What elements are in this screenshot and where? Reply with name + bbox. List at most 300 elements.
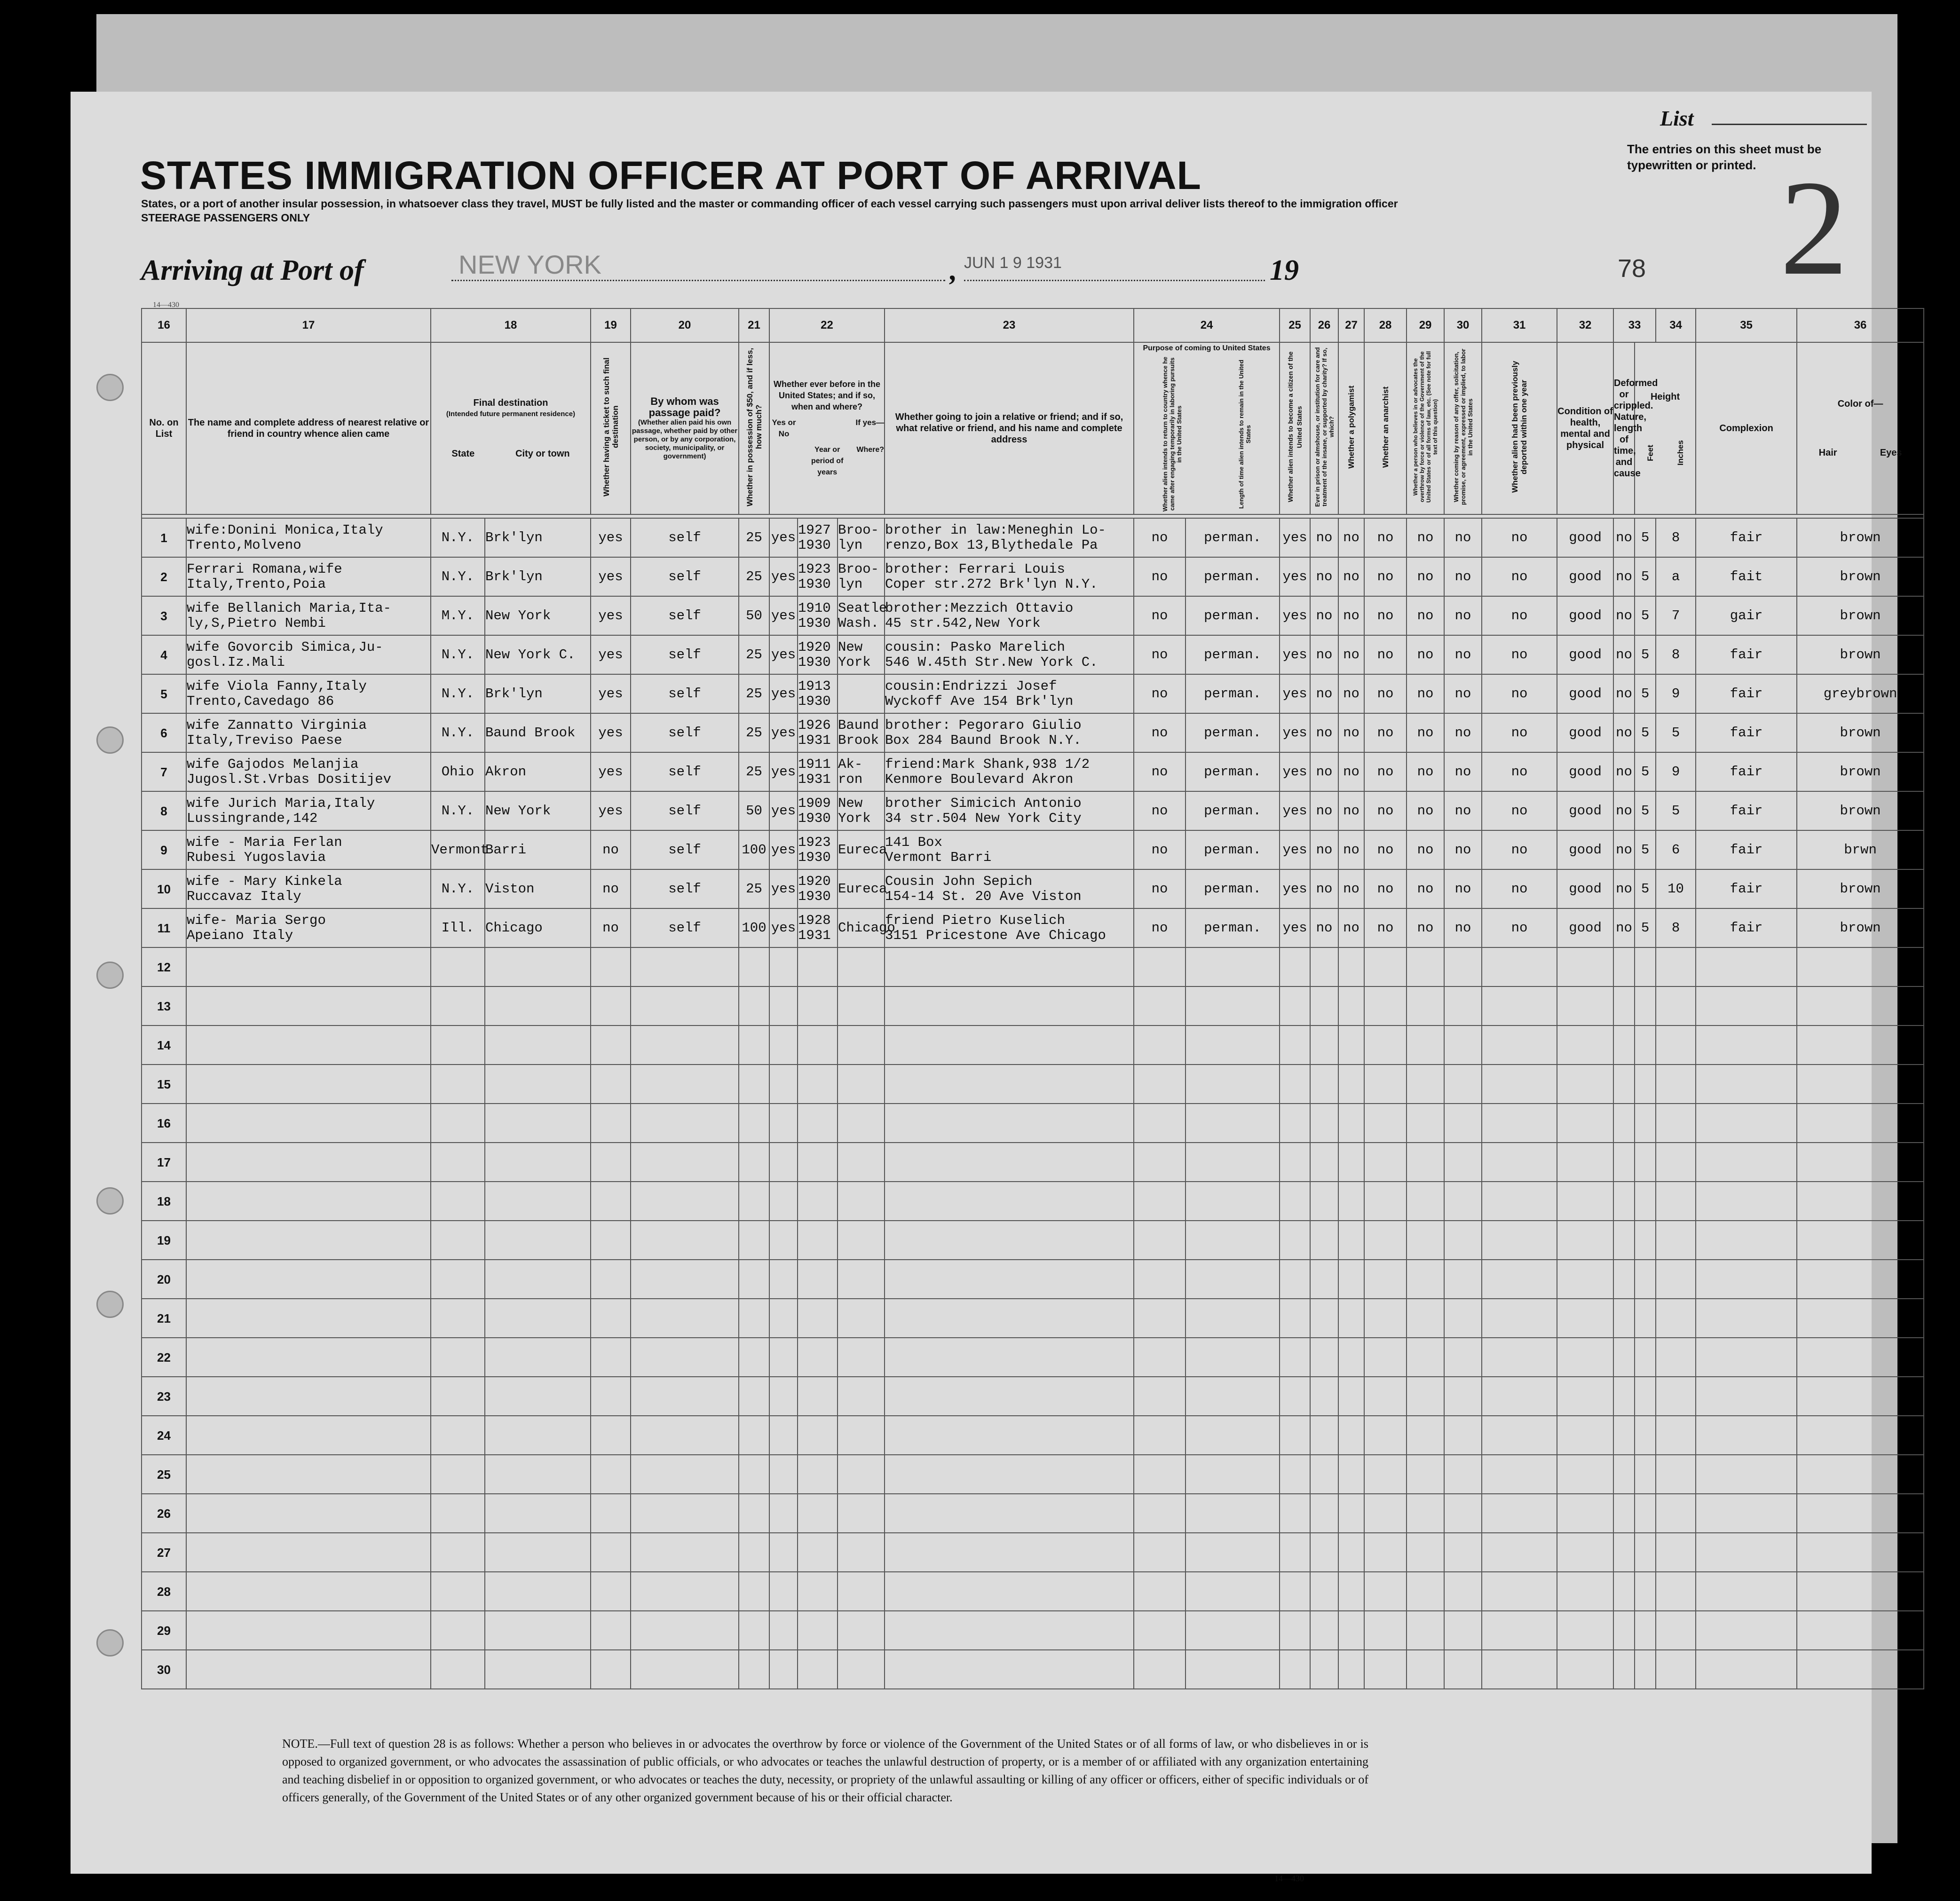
table-row	[142, 869, 1924, 908]
column-number: 19	[591, 308, 631, 342]
cell-paid: self	[631, 635, 739, 674]
cell-before: yes	[769, 713, 798, 752]
cell-complexion: fair	[1696, 635, 1797, 674]
cell-complexion: fair	[1696, 713, 1797, 752]
cell-before: yes	[769, 752, 798, 791]
cell-years: 1923 1930	[798, 557, 838, 596]
header-money: Whether in possession of $50, and if less, how much?	[739, 342, 769, 514]
cell-deformed: no	[1613, 791, 1635, 830]
form-code: 14—430	[153, 301, 179, 309]
cell-overthrow: no	[1407, 713, 1444, 752]
table-row	[142, 557, 1924, 596]
cell-city: Barri	[485, 830, 591, 869]
cell-relative: wife Jurich Maria,Italy Lussingrande,142	[186, 791, 431, 830]
cell-contract: no	[1444, 557, 1482, 596]
cell-prison: no	[1310, 752, 1338, 791]
column-number: 26	[1310, 308, 1338, 342]
manifest-sheet: List The entries on this sheet must be typewritten or printed. 2 STATES IMMIGRATION OFFICER AT PORT OF ARRIVAL States, or a port of another insular possession, in whatsoever class they travel, MUST be fully listed and the master or commanding officer of each vessel carrying such passengers must upon arrival deliver lists thereof to the immigration officer STEERAGE PASSENGERS ONLY Arriving at Port of NEW YORK , JUN 1 9 1931 19 78 14—430 16 17 18 19 20 21 22 23 24 25 26 27 28 29 30 31 32 33 34 35 36 No. on List The name and complete address of nearest relative or friend in country whence alien came Final destination (Intended future permanent residence) State City or town Whether having a ticket to such final destination By whom was passage paid? (Whether alien paid his own passage, whether paid by other person, or by any corporation, society, municipality, or government) Whether in possession of $50, and if less, how much? Whether ever before in the United States; and if so, when and where? Yes or No If yes— Year or period of years Where? Whether going to join a relative or friend; and if so, what relative or friend, and his name and complete address Purpose of coming to United States Whether alien intends to return to country whence he came after engaging temporarily in laboring pursuits in the United States Length of time alien intends to remain in the United States Whether alien intends to become a citizen of the United States Ever in prison or almshouse, or institution for care and treatment of the insane, or supported by charity? If so, which? Whether a polygamist Whether an anarchist Whether a person who believes in or advocates the overthrow by force or violence of the Government of the United States or of all forms of law, etc. (See note for full text of this question) Whether coming by reason of any offer, solicitation, promise, or agreement, expressed or implied, to labor in the United States Whether alien had been previously deported within one year Condition of health, mental and physical Deformed or crippled. Nature, length of time, and cause Height Feet Inches Complexion Color of— Hair Eyes 1 wife:Donini Monica,Italy Trento,Molveno N.Y. Brk'lyn yes self 25 yes 1927 1930 Broo- lyn brother in law:Meneghin Lo- renzo,Box 13,Blythedale Pa no perman. yes no no no no no no good no 5 8 fair brown 2 Ferrari Romana,wife Italy,Trento,Poia N.Y. Brk'lyn yes self 25 yes 1923 1930 Broo- lyn brother: Ferrari Louis Coper str.272 Brk'lyn N.Y. no perman. yes no no no no no no good no 5 a fait brown 3 wife Bellanich Maria,Ita- ly,S,Pietro Nembi M.Y. New York yes self 50 yes 1910 1930 Seatle Wash. brother:Mezzich Ottavio 45 str.542,New York no perman. yes no no no no no no good no 5 7 gair brown 4 wife Govorcib Simica,Ju- gosl.Iz.Mali N.Y. New York C. yes self 25 yes 1920 1930 New York cousin: Pasko Marelich 546 W.45th Str.New York C. no perman. yes no no no no no no good no 5 8 fair brown 5 wife Viola Fanny,Italy Trento,Cavedago 86 N.Y. Brk'lyn yes self 25 yes 1913 1930 cousin:Endrizzi Josef Wyckoff Ave 154 Brk'lyn no perman. yes no no no no no no good no 5 9 fair greybrown 6 wife Zannatto Virginia Italy,Treviso Paese N.Y. Baund Brook yes self 25 yes 1926 1931 Baund Brook brother: Pegoraro Giulio Box 284 Baund Brook N.Y. no perman. yes no no no no no no good no 5 5 fair brown 7 wife Gajodos Melanjia Jugosl.St.Vrbas Dositijev Ohio Akron yes self 25 yes 1911 1931 Ak- ron friend:Mark Shank,938 1/2 Kenmore Boulevard Akron no perman. yes no no no no no no good no 5 9 fair brown 8 wife Jurich Maria,Italy Lussingrande,142 N.Y. New York yes self 50 yes 1909 1930 New York brother Simicich Antonio 34 str.504 New York City no perman. yes no no no no no no good no 5 5 fair brown 9 wife - Maria Ferlan Rubesi Yugoslavia Vermont Barri no self 100 yes 1923 1930 Eureca 141 Box Vermont Barri no perman. yes no no no no no no good no 5 6 fair brwn 10 wife - Mary Kinkela Ruccavaz Italy N.Y. Viston no self 25 yes 1920 1930 Eureca Cousin John Sepich 154-14 St. 20 Ave Viston no perman. yes no no no no no no good no 5 10 fair brown 11 wife- Maria Sergo Apeiano Italy Ill. Chicago no self 100 yes 1928 1931 Chicago friend Pietro Kuselich 3151 Pricestone Ave Chicago no perman. yes no no no no no no good no 5 8 fair brown 12 13 14 15 16 17 18 19 20 21 22 23 24 25 26 27 28 29 30 NOTE.—Full text of question 28 is as follows: Whether a person who believes in or advocates the overthrow by force or violence of the Government of the United States or of all forms of law, or who disbelieves in or is opposed to organized government, or who advocates the assassination of public officials, or who advocates or teaches the unlawful destruction of property, or is a member of or affiliated with any organization entertaining and teaching disbelief in or opposition to organized government, or who advocates or teaches the duty, necessity, or propriety of the unlawful assaulting or killing of any officer or officers, either of specific individuals or of officers generally, of the Government of the United States or of any other organized government because of his or their official character. 14—430	[71, 92, 1872, 1874]
cell-length: perman.	[1185, 674, 1280, 713]
cell-inches: 6	[1656, 830, 1696, 869]
cell-health: good	[1557, 830, 1613, 869]
cell-overthrow: no	[1407, 791, 1444, 830]
binder-hole	[96, 1629, 124, 1656]
cell-prison: no	[1310, 518, 1338, 557]
cell-contract: no	[1444, 752, 1482, 791]
row-number: 30	[142, 1650, 186, 1689]
cell-city: New York	[485, 596, 591, 635]
cell-feet: 5	[1635, 908, 1656, 947]
cell-deformed: no	[1613, 596, 1635, 635]
cell-deformed: no	[1613, 869, 1635, 908]
header-passage-paid: By whom was passage paid? (Whether alien paid his own passage, whether paid by other person, or by any corporation, society, municipality, or government)	[631, 342, 739, 514]
list-label: List	[1660, 106, 1694, 130]
cell-return: no	[1134, 518, 1185, 557]
cell-relative: wife:Donini Monica,Italy Trento,Molveno	[186, 518, 431, 557]
cell-state: N.Y.	[431, 635, 485, 674]
header-complexion: Complexion	[1696, 342, 1797, 514]
cell-city: New York C.	[485, 635, 591, 674]
column-number: 21	[739, 308, 769, 342]
cell-return: no	[1134, 596, 1185, 635]
row-number: 20	[142, 1260, 186, 1299]
cell-relative: wife - Mary Kinkela Ruccavaz Italy	[186, 869, 431, 908]
cell-hair-eyes: brown	[1797, 791, 1924, 830]
cell-feet: 5	[1635, 635, 1656, 674]
empty-row	[142, 1338, 1924, 1377]
cell-where: Chicago	[838, 908, 885, 947]
cell-hair-eyes: brown	[1797, 596, 1924, 635]
cell-relative: wife Gajodos Melanjia Jugosl.St.Vrbas Dositijev	[186, 752, 431, 791]
cell-return: no	[1134, 713, 1185, 752]
cell-relative: wife- Maria Sergo Apeiano Italy	[186, 908, 431, 947]
cell-complexion: fair	[1696, 674, 1797, 713]
list-number-stamp: 78	[1618, 254, 1646, 283]
cell-join: brother: Pegoraro Giulio Box 284 Baund Brook N.Y.	[885, 713, 1134, 752]
cell-money: 50	[739, 791, 769, 830]
date-line	[964, 280, 1265, 281]
empty-row	[142, 1533, 1924, 1572]
cell-where: New York	[838, 635, 885, 674]
cell-inches: 8	[1656, 518, 1696, 557]
cell-money: 25	[739, 635, 769, 674]
cell-deformed: no	[1613, 830, 1635, 869]
cell-ticket: yes	[591, 635, 631, 674]
cell-where: Baund Brook	[838, 713, 885, 752]
cell-anarchist: no	[1364, 635, 1407, 674]
cell-contract: no	[1444, 791, 1482, 830]
header-ticket: Whether having a ticket to such final destination	[591, 342, 631, 514]
header-anarchist: Whether an anarchist	[1364, 342, 1407, 514]
empty-row	[142, 947, 1924, 986]
cell-complexion: fair	[1696, 908, 1797, 947]
cell-paid: self	[631, 713, 739, 752]
table-row	[142, 518, 1924, 557]
cell-contract: no	[1444, 908, 1482, 947]
cell-no: 11	[142, 908, 186, 947]
cell-money: 25	[739, 869, 769, 908]
cell-state: M.Y.	[431, 596, 485, 635]
cell-before: yes	[769, 830, 798, 869]
cell-anarchist: no	[1364, 752, 1407, 791]
header-deported: Whether alien had been previously deported within one year	[1482, 342, 1557, 514]
cell-deported: no	[1482, 869, 1557, 908]
header-overthrow: Whether a person who believes in or advocates the overthrow by force or violence of the Government of the United States or of all forms of law, etc. (See note for full text of this question)	[1407, 342, 1444, 514]
form-number: 14—430	[1274, 1874, 1304, 1883]
cell-anarchist: no	[1364, 596, 1407, 635]
cell-money: 50	[739, 596, 769, 635]
cell-deported: no	[1482, 635, 1557, 674]
binder-hole	[96, 1291, 124, 1318]
cell-state: N.Y.	[431, 869, 485, 908]
row-number: 18	[142, 1182, 186, 1221]
cell-contract: no	[1444, 830, 1482, 869]
cell-anarchist: no	[1364, 518, 1407, 557]
cell-before: yes	[769, 869, 798, 908]
header-nearest-relative: The name and complete address of nearest relative or friend in country whence alien came	[186, 342, 431, 514]
column-number: 31	[1482, 308, 1557, 342]
cell-health: good	[1557, 557, 1613, 596]
cell-anarchist: no	[1364, 869, 1407, 908]
cell-inches: 9	[1656, 752, 1696, 791]
cell-where: Broo- lyn	[838, 518, 885, 557]
year-prefix: 19	[1270, 254, 1299, 286]
cell-join: friend Pietro Kuselich 3151 Pricestone Ave Chicago	[885, 908, 1134, 947]
cell-join: brother: Ferrari Louis Coper str.272 Brk'lyn N.Y.	[885, 557, 1134, 596]
cell-state: Ohio	[431, 752, 485, 791]
header-labor-contract: Whether coming by reason of any offer, solicitation, promise, or agreement, expressed or implied, to labor in the United States	[1444, 342, 1482, 514]
cell-relative: wife Zannatto Virginia Italy,Treviso Paese	[186, 713, 431, 752]
cell-no: 5	[142, 674, 186, 713]
cell-inches: 8	[1656, 908, 1696, 947]
cell-citizen: yes	[1280, 635, 1310, 674]
header-before-in-us: Whether ever before in the United States; and if so, when and where? Yes or No If yes— Year or period of years Where?	[769, 342, 885, 514]
cell-state: Ill.	[431, 908, 485, 947]
row-number: 27	[142, 1533, 186, 1572]
empty-row	[142, 1299, 1924, 1338]
cell-contract: no	[1444, 674, 1482, 713]
cell-no: 10	[142, 869, 186, 908]
header-citizen: Whether alien intends to become a citizen of the United States	[1280, 342, 1310, 514]
cell-citizen: yes	[1280, 557, 1310, 596]
binder-hole	[96, 962, 124, 989]
cell-prison: no	[1310, 674, 1338, 713]
header-final-destination: Final destination (Intended future permanent residence) State City or town	[431, 342, 591, 514]
cell-complexion: fair	[1696, 791, 1797, 830]
cell-city: Brk'lyn	[485, 674, 591, 713]
cell-anarchist: no	[1364, 557, 1407, 596]
cell-inches: 5	[1656, 713, 1696, 752]
table-row	[142, 635, 1924, 674]
cell-relative: wife Bellanich Maria,Ita- ly,S,Pietro Nembi	[186, 596, 431, 635]
cell-feet: 5	[1635, 518, 1656, 557]
cell-ticket: yes	[591, 713, 631, 752]
header-no-on-list: No. on List	[142, 342, 186, 514]
column-number: 18	[431, 308, 591, 342]
table-row	[142, 791, 1924, 830]
cell-inches: 10	[1656, 869, 1696, 908]
cell-length: perman.	[1185, 518, 1280, 557]
cell-deformed: no	[1613, 908, 1635, 947]
cell-anarchist: no	[1364, 791, 1407, 830]
port-stamp: NEW YORK	[458, 250, 601, 279]
cell-join: Cousin John Sepich 154-14 St. 20 Ave Viston	[885, 869, 1134, 908]
binder-hole	[96, 1187, 124, 1215]
cell-years: 1920 1930	[798, 635, 838, 674]
cell-citizen: yes	[1280, 518, 1310, 557]
cell-inches: 9	[1656, 674, 1696, 713]
cell-before: yes	[769, 791, 798, 830]
cell-overthrow: no	[1407, 557, 1444, 596]
cell-citizen: yes	[1280, 713, 1310, 752]
cell-length: perman.	[1185, 791, 1280, 830]
table-row	[142, 752, 1924, 791]
cell-citizen: yes	[1280, 830, 1310, 869]
cell-return: no	[1134, 830, 1185, 869]
cell-before: yes	[769, 596, 798, 635]
cell-prison: no	[1310, 908, 1338, 947]
cell-hair-eyes: brown	[1797, 557, 1924, 596]
cell-health: good	[1557, 752, 1613, 791]
cell-state: N.Y.	[431, 557, 485, 596]
cell-feet: 5	[1635, 557, 1656, 596]
cell-state: N.Y.	[431, 674, 485, 713]
cell-deformed: no	[1613, 752, 1635, 791]
cell-return: no	[1134, 752, 1185, 791]
cell-health: good	[1557, 635, 1613, 674]
cell-deported: no	[1482, 518, 1557, 557]
row-number: 15	[142, 1065, 186, 1104]
cell-deported: no	[1482, 908, 1557, 947]
steerage-label: STEERAGE PASSENGERS ONLY	[141, 212, 310, 224]
cell-health: good	[1557, 674, 1613, 713]
cell-polygamist: no	[1338, 635, 1364, 674]
port-line	[451, 280, 945, 281]
cell-where: Eureca	[838, 869, 885, 908]
cell-join: brother Simicich Antonio 34 str.504 New York City	[885, 791, 1134, 830]
cell-years: 1920 1930	[798, 869, 838, 908]
cell-return: no	[1134, 791, 1185, 830]
cell-length: perman.	[1185, 557, 1280, 596]
cell-return: no	[1134, 908, 1185, 947]
empty-row	[142, 1416, 1924, 1455]
header-prison: Ever in prison or almshouse, or institution for care and treatment of the insane, or supported by charity? If so, which?	[1310, 342, 1338, 514]
cell-state: N.Y.	[431, 518, 485, 557]
cell-hair-eyes: brown	[1797, 635, 1924, 674]
row-number: 25	[142, 1455, 186, 1494]
table-row	[142, 713, 1924, 752]
cell-ticket: no	[591, 908, 631, 947]
sheet-number: 2	[1780, 152, 1848, 303]
column-number: 17	[186, 308, 431, 342]
cell-years: 1923 1930	[798, 830, 838, 869]
cell-paid: self	[631, 830, 739, 869]
cell-polygamist: no	[1338, 752, 1364, 791]
cell-feet: 5	[1635, 713, 1656, 752]
cell-length: perman.	[1185, 596, 1280, 635]
cell-years: 1928 1931	[798, 908, 838, 947]
table-row	[142, 830, 1924, 869]
row-number: 24	[142, 1416, 186, 1455]
column-number: 35	[1696, 308, 1797, 342]
header-color: Color of— Hair Eyes	[1797, 342, 1924, 514]
cell-inches: 5	[1656, 791, 1696, 830]
cell-ticket: yes	[591, 518, 631, 557]
cell-polygamist: no	[1338, 713, 1364, 752]
cell-deformed: no	[1613, 557, 1635, 596]
row-number: 17	[142, 1143, 186, 1182]
cell-contract: no	[1444, 518, 1482, 557]
binder-hole	[96, 374, 124, 401]
column-number: 23	[885, 308, 1134, 342]
cell-contract: no	[1444, 713, 1482, 752]
cell-city: Baund Brook	[485, 713, 591, 752]
cell-no: 2	[142, 557, 186, 596]
cell-where: Eureca	[838, 830, 885, 869]
cell-paid: self	[631, 518, 739, 557]
column-number: 36	[1797, 308, 1924, 342]
cell-return: no	[1134, 635, 1185, 674]
cell-where	[838, 674, 885, 713]
cell-health: good	[1557, 596, 1613, 635]
cell-overthrow: no	[1407, 674, 1444, 713]
list-number-line	[1712, 124, 1867, 125]
cell-deported: no	[1482, 557, 1557, 596]
column-number-row	[142, 308, 1924, 342]
column-number: 34	[1656, 308, 1696, 342]
cell-citizen: yes	[1280, 869, 1310, 908]
cell-deported: no	[1482, 713, 1557, 752]
empty-row	[142, 1065, 1924, 1104]
cell-anarchist: no	[1364, 908, 1407, 947]
cell-polygamist: no	[1338, 518, 1364, 557]
cell-years: 1927 1930	[798, 518, 838, 557]
cell-years: 1913 1930	[798, 674, 838, 713]
row-number: 19	[142, 1221, 186, 1260]
cell-overthrow: no	[1407, 869, 1444, 908]
arriving-label: Arriving at Port of	[141, 254, 364, 286]
cell-health: good	[1557, 518, 1613, 557]
cell-prison: no	[1310, 830, 1338, 869]
cell-ticket: yes	[591, 674, 631, 713]
cell-polygamist: no	[1338, 830, 1364, 869]
cell-anarchist: no	[1364, 830, 1407, 869]
cell-join: friend:Mark Shank,938 1/2 Kenmore Boulevard Akron	[885, 752, 1134, 791]
cell-deported: no	[1482, 830, 1557, 869]
cell-prison: no	[1310, 713, 1338, 752]
cell-no: 7	[142, 752, 186, 791]
cell-deformed: no	[1613, 635, 1635, 674]
empty-row	[142, 1650, 1924, 1689]
header-height: Height Feet Inches	[1635, 342, 1696, 514]
cell-length: perman.	[1185, 869, 1280, 908]
column-number: 28	[1364, 308, 1407, 342]
table-row	[142, 596, 1924, 635]
row-number: 29	[142, 1611, 186, 1650]
cell-no: 4	[142, 635, 186, 674]
cell-deported: no	[1482, 752, 1557, 791]
row-number: 21	[142, 1299, 186, 1338]
cell-citizen: yes	[1280, 674, 1310, 713]
column-header-row	[142, 342, 1924, 514]
cell-before: yes	[769, 674, 798, 713]
cell-length: perman.	[1185, 908, 1280, 947]
cell-deformed: no	[1613, 674, 1635, 713]
cell-contract: no	[1444, 869, 1482, 908]
cell-prison: no	[1310, 869, 1338, 908]
cell-paid: self	[631, 869, 739, 908]
cell-years: 1909 1930	[798, 791, 838, 830]
cell-join: brother in law:Meneghin Lo- renzo,Box 13,Blythedale Pa	[885, 518, 1134, 557]
page-title: STATES IMMIGRATION OFFICER AT PORT OF ARRIVAL	[140, 153, 1201, 197]
header-polygamist: Whether a polygamist	[1338, 342, 1364, 514]
cell-length: perman.	[1185, 830, 1280, 869]
column-number: 29	[1407, 308, 1444, 342]
cell-where: Broo- lyn	[838, 557, 885, 596]
empty-row	[142, 1221, 1924, 1260]
empty-row	[142, 1611, 1924, 1650]
cell-length: perman.	[1185, 713, 1280, 752]
cell-join: cousin:Endrizzi Josef Wyckoff Ave 154 Brk'lyn	[885, 674, 1134, 713]
cell-no: 6	[142, 713, 186, 752]
cell-ticket: yes	[591, 557, 631, 596]
cell-polygamist: no	[1338, 674, 1364, 713]
cell-state: N.Y.	[431, 713, 485, 752]
header-instruction-line: States, or a port of another insular possession, in whatsoever class they travel, MUST be fully listed and the master or commanding officer of each vessel carrying such passengers must upon arrival deliver lists thereof to the immigration officer	[141, 197, 1398, 210]
cell-money: 25	[739, 518, 769, 557]
empty-row	[142, 1182, 1924, 1221]
date-stamp: JUN 1 9 1931	[964, 254, 1062, 272]
cell-prison: no	[1310, 596, 1338, 635]
cell-city: New York	[485, 791, 591, 830]
cell-relative: Ferrari Romana,wife Italy,Trento,Poia	[186, 557, 431, 596]
cell-before: yes	[769, 908, 798, 947]
cell-prison: no	[1310, 791, 1338, 830]
manifest-table	[141, 308, 1924, 1689]
cell-years: 1910 1930	[798, 596, 838, 635]
cell-join: 141 Box Vermont Barri	[885, 830, 1134, 869]
cell-relative: wife Govorcib Simica,Ju- gosl.Iz.Mali	[186, 635, 431, 674]
empty-row	[142, 1104, 1924, 1143]
cell-money: 100	[739, 908, 769, 947]
header-purpose: Purpose of coming to United States Whether alien intends to return to country whence he came after engaging temporarily in laboring pursuits in the United States Length of time alien intends to remain in the United States	[1134, 342, 1280, 514]
cell-relative: wife Viola Fanny,Italy Trento,Cavedago 86	[186, 674, 431, 713]
empty-row	[142, 1455, 1924, 1494]
cell-overthrow: no	[1407, 830, 1444, 869]
cell-money: 25	[739, 674, 769, 713]
cell-ticket: yes	[591, 791, 631, 830]
cell-paid: self	[631, 791, 739, 830]
cell-where: Seatle Wash.	[838, 596, 885, 635]
cell-citizen: yes	[1280, 752, 1310, 791]
cell-paid: self	[631, 674, 739, 713]
cell-citizen: yes	[1280, 908, 1310, 947]
cell-return: no	[1134, 557, 1185, 596]
cell-return: no	[1134, 674, 1185, 713]
empty-row	[142, 1260, 1924, 1299]
cell-inches: 8	[1656, 635, 1696, 674]
cell-length: perman.	[1185, 635, 1280, 674]
cell-polygamist: no	[1338, 908, 1364, 947]
cell-feet: 5	[1635, 674, 1656, 713]
cell-city: Brk'lyn	[485, 518, 591, 557]
row-number: 13	[142, 986, 186, 1025]
header-health: Condition of health, mental and physical	[1557, 342, 1613, 514]
cell-prison: no	[1310, 635, 1338, 674]
cell-complexion: fait	[1696, 557, 1797, 596]
cell-before: yes	[769, 518, 798, 557]
cell-join: brother:Mezzich Ottavio 45 str.542,New York	[885, 596, 1134, 635]
row-number: 14	[142, 1025, 186, 1065]
